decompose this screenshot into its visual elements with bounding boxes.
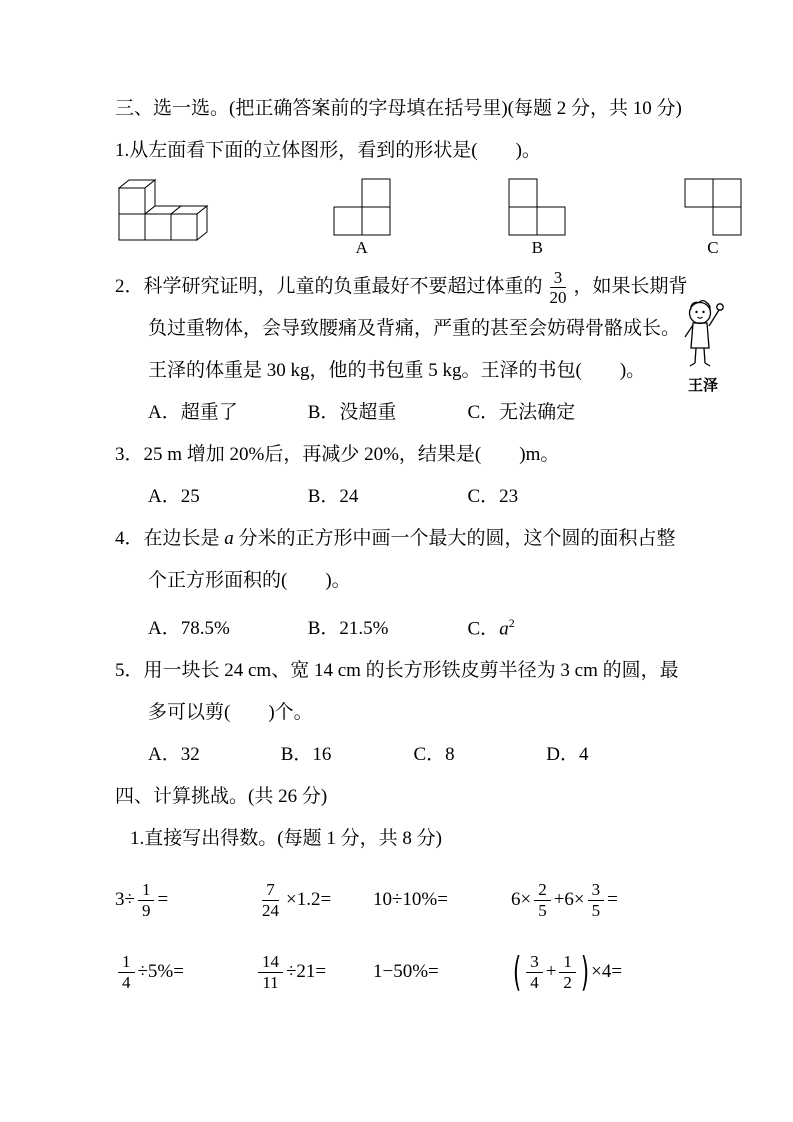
q5-option-b: B．16 [280,744,332,766]
section3-heading: 三、选一选。(把正确答案前的字母填在括号里)(每题 2 分，共 10 分) [115,98,682,119]
q4-option-c-exponent: 2 [508,616,515,630]
expression-5: $\frac{1}{4}$ ÷5%= [115,936,255,1008]
q4-option-c [468,602,623,650]
option-a-label: A [355,238,368,257]
option-a-shape [333,178,391,236]
q1-option-c-figure [684,178,742,256]
q3-text: 3．25 m 增加 20%后，再减少 20%，结果是( )m。 [115,444,560,465]
q2-option-a: A．超重了 [148,402,238,423]
q3-option-b: B．24 [307,486,359,507]
q4-option-c-variable: a [499,618,509,640]
q2-line3: 王泽的体重是 30 kg，他的书包重 5 kg。王泽的书包( )。 [148,360,646,381]
cube-stack-figure [115,178,215,248]
q2-fraction-numerator: 3 [550,268,567,289]
q4-option-b: B．21.5% [307,618,389,640]
section4-subheading: 1.直接写出得数。(每题 1 分，共 8 分) [130,828,442,850]
wangze-figure [678,296,728,395]
option-c-label: C [707,238,719,257]
q4-option-c-label: C． [467,618,500,640]
q3-options [115,476,738,518]
q5-line2: 多可以剪( )个。 [148,702,313,724]
option-b-shape [508,178,566,236]
expression-6: $\frac{14}{11}$ ÷21= [255,936,373,1008]
calc-expressions-grid [115,864,738,1008]
q1-figures-row [115,178,742,256]
q2-option-c: C．无法确定 [467,402,576,423]
q5-option-c: C．8 [413,744,455,766]
q4-line2: 个正方形面积的( )。 [148,570,351,591]
q4-option-a: A．78.5% [148,618,230,640]
expression-1: 3÷ $\frac{1}{9}$ = [115,880,169,920]
q4-line1-post: 分米的正方形中画一个最大的圆，这个圆的面积占整 [233,528,676,549]
expression-2: $\frac{7}{24}$ ×1.2= [262,880,332,920]
q4-variable: a [224,528,234,549]
option-c-shape [684,178,742,236]
expression-4: 6× $\frac{2}{5}$ +6× $\frac{3}{5}$ = [511,880,618,920]
q2-line1-post: ，如果长期背 [573,276,688,297]
q2-fraction [546,268,571,308]
q1-text: 1.从左面看下面的立体图形，看到的形状是( )。 [115,140,541,161]
expression-3: 10÷10%= [373,889,448,911]
q5-line1: 5．用一块长 24 cm、宽 14 cm 的长方形铁皮剪半径为 3 cm 的圆，最 [115,660,679,682]
q3-option-a: A．25 [148,486,200,507]
q2-line1 [115,266,738,308]
q1-option-b-figure [508,178,566,256]
q3-option-c: C．23 [467,486,519,507]
q2-line2: 负过重物体，会导致腰痛及背痛，严重的甚至会妨碍骨骼成长。 [148,318,681,339]
q1-option-a-figure [333,178,391,256]
q5-option-d: D．4 [546,744,589,766]
option-b-label: B [531,238,543,257]
expression-8: ( $\frac{3}{4}$ + $\frac{1}{2}$ ) ×4= [513,949,623,996]
q4-options [115,602,738,650]
q5-options [115,734,738,776]
q4-line1 [115,518,738,560]
section4-heading: 四、计算挑战。(共 26 分) [115,786,328,808]
q2-options [115,392,738,434]
q2-line1-pre: 2．科学研究证明，儿童的负重最好不要超过体重的 [115,276,543,297]
wangze-cartoon-icon [680,296,726,370]
q2-fraction-denominator: 20 [549,288,567,308]
q4-line1-pre: 4．在边长是 [115,528,225,549]
expression-7: 1−50%= [373,961,439,983]
q5-option-a: A．32 [148,744,200,766]
q2-option-b: B．没超重 [307,402,397,423]
wangze-label: 王泽 [687,378,718,394]
